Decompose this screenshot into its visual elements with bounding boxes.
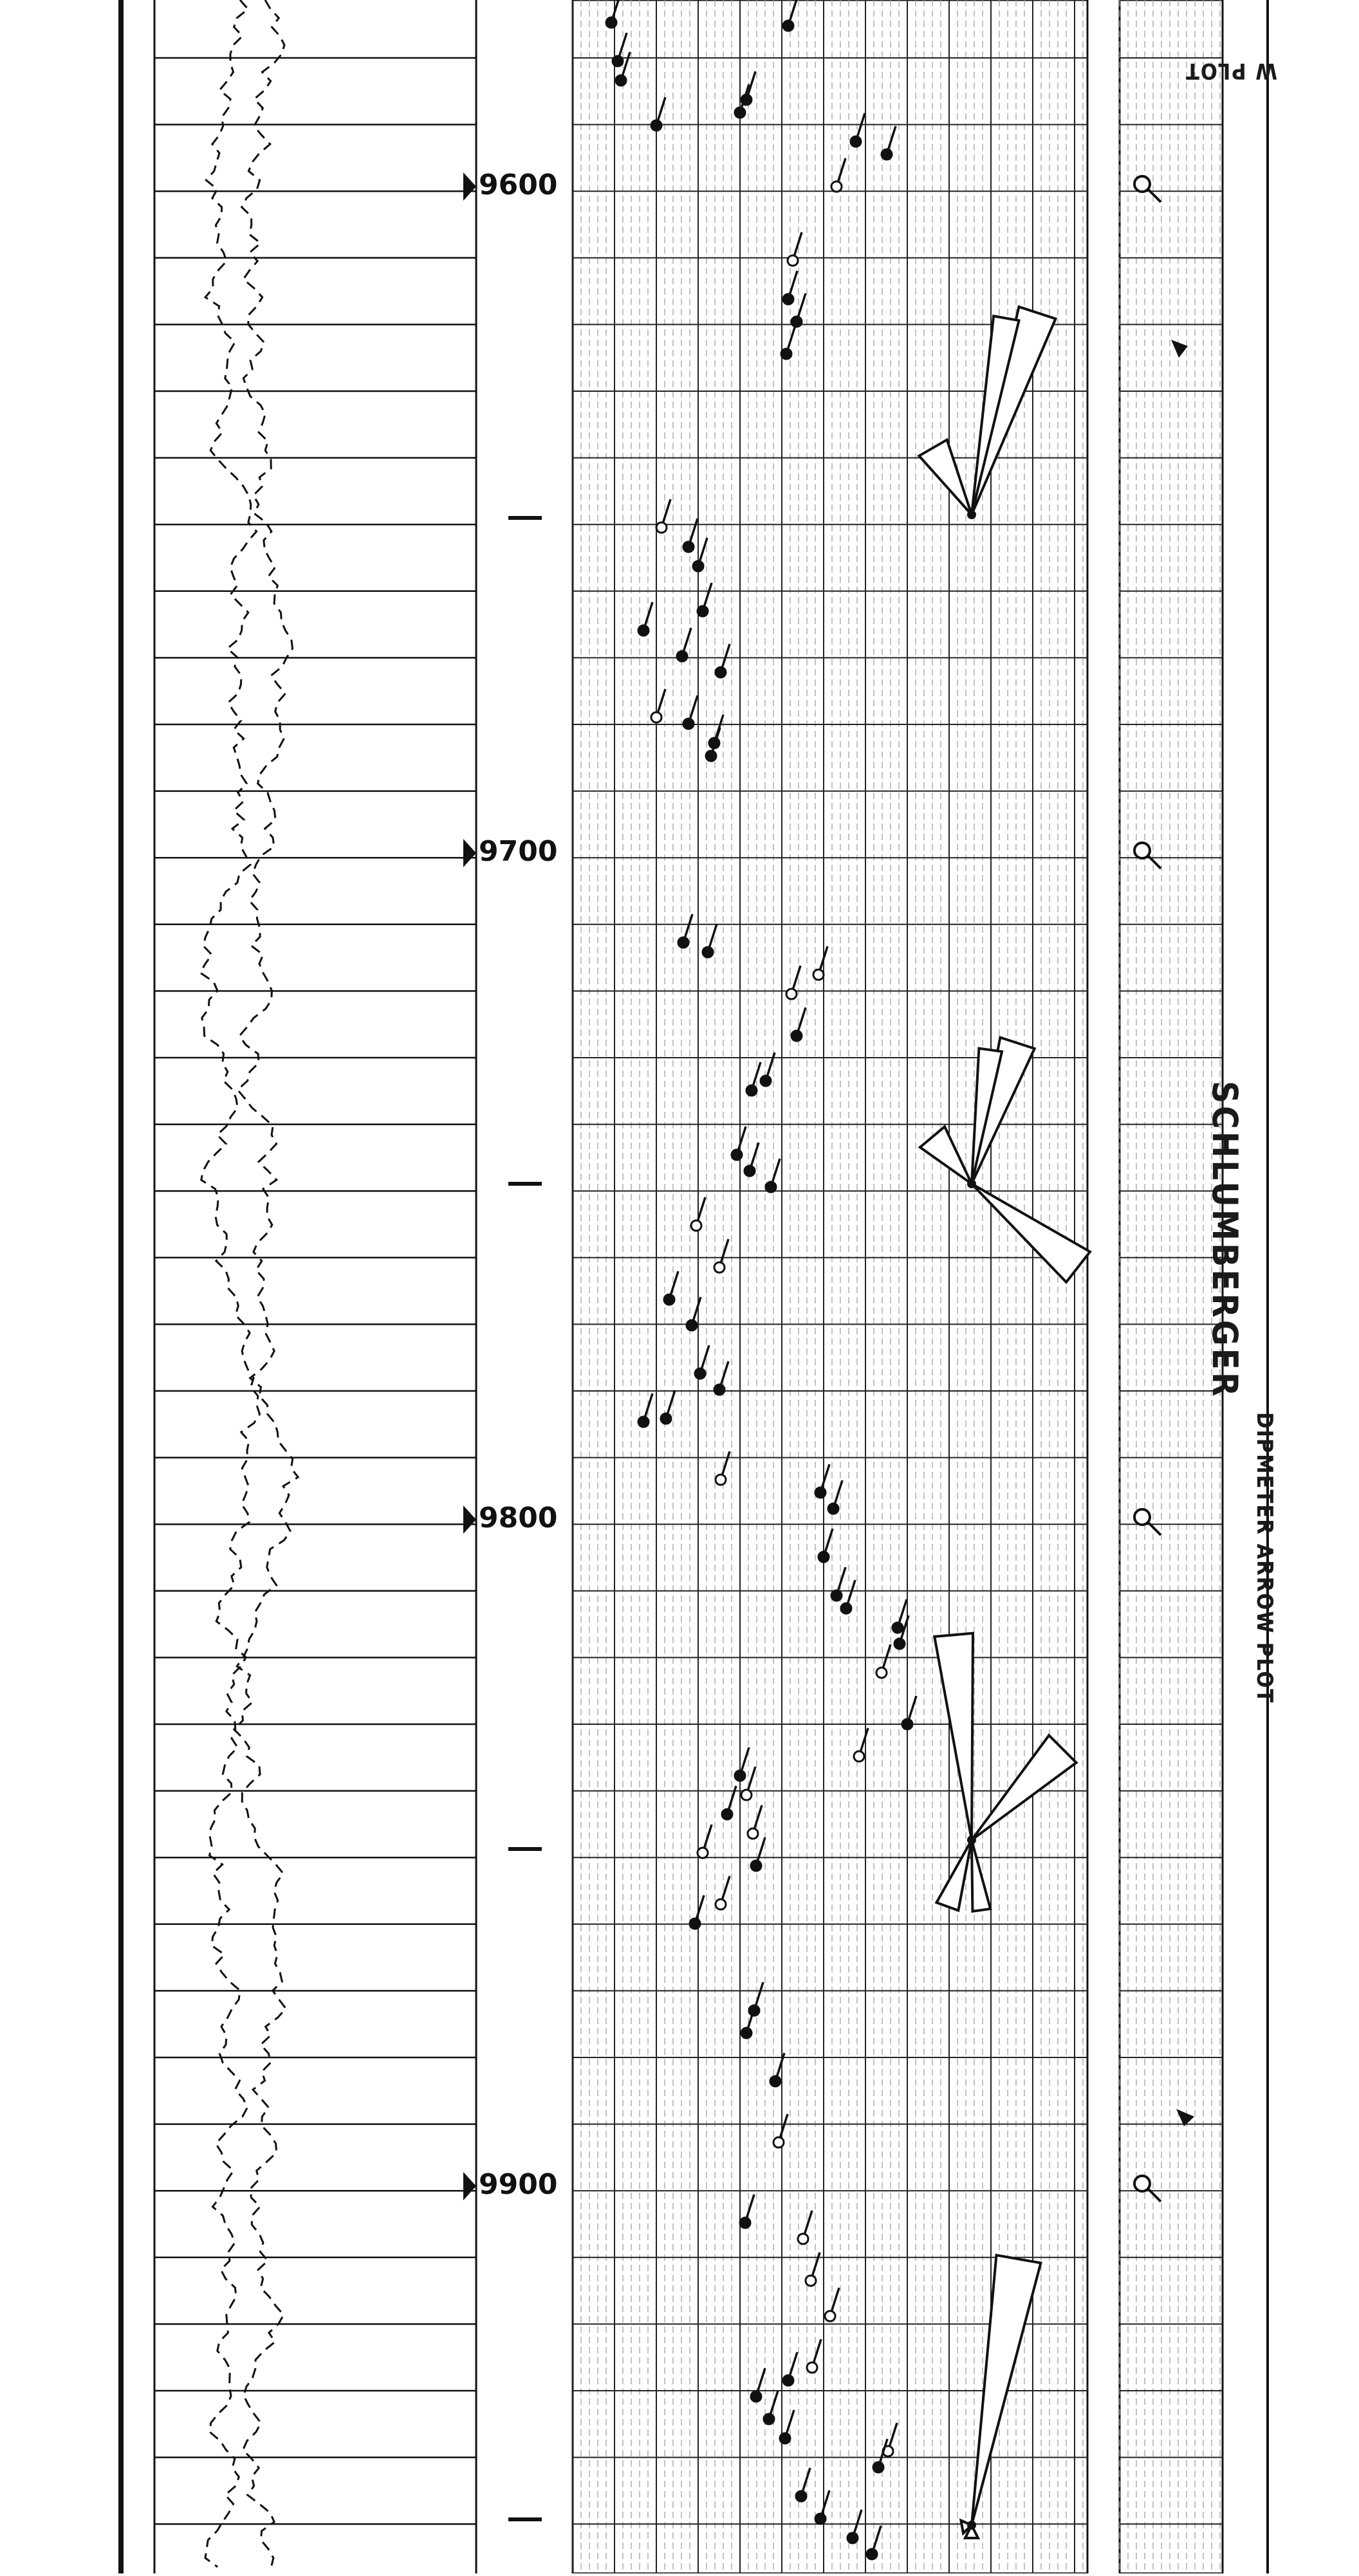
tadpole-head [749, 2005, 759, 2016]
tadpole-head [796, 2491, 806, 2501]
tadpole-head [698, 1848, 708, 1858]
rose-petal [972, 1735, 1077, 1840]
tadpole-head [831, 1590, 842, 1601]
tadpole-head [638, 1417, 649, 1427]
tadpole-head [813, 970, 824, 980]
tadpole [796, 2468, 810, 2501]
depth-label-9800: 9800 [479, 1502, 558, 1534]
tadpole [678, 914, 692, 948]
azimuth-circle [1134, 1509, 1150, 1525]
tadpole-head [867, 2549, 877, 2559]
tadpole-head [847, 2533, 858, 2543]
tadpole [735, 1747, 749, 1781]
tadpole-head [770, 2076, 781, 2086]
tadpole-head [690, 1918, 700, 1929]
tadpole [683, 519, 698, 552]
tadpole [664, 1271, 678, 1305]
tadpole [693, 538, 707, 571]
tadpole-head [651, 712, 661, 722]
tadpole-head [786, 989, 797, 999]
tadpole-head [892, 1623, 903, 1633]
rose-diagram-4 [961, 2255, 1040, 2538]
rose-center [967, 1835, 976, 1845]
tadpole [606, 0, 620, 28]
tadpole-head [683, 719, 694, 729]
tadpole-head [751, 1861, 761, 1871]
tadpole [815, 2490, 829, 2524]
tadpole-head [746, 1085, 757, 1096]
tadpole-head [791, 317, 802, 327]
tadpole-head [773, 2137, 784, 2148]
tadpole [751, 1837, 765, 1871]
tadpole [749, 1982, 763, 2016]
rose-center [967, 2521, 976, 2530]
correlation-track [154, 0, 476, 2573]
dip-arrow-track [573, 0, 1090, 2573]
tadpole-head [854, 1751, 864, 1762]
plot-title: DIPMETER ARROW PLOT [1252, 1412, 1277, 1704]
tadpole-head [638, 625, 649, 636]
tadpole-head [744, 1166, 755, 1176]
tadpole-head [714, 1262, 725, 1273]
tadpole [732, 1127, 746, 1160]
tadpole [807, 2339, 821, 2373]
depth-label-9600: 9600 [479, 169, 558, 201]
tadpole [661, 1390, 675, 1424]
tadpole [677, 628, 691, 661]
depth-marker-arrow [463, 2172, 476, 2200]
tadpole [714, 1361, 728, 1395]
tadpole-head [902, 1719, 912, 1729]
rose-diagram-3 [934, 1633, 1076, 1911]
rose-petal [919, 440, 972, 515]
tadpole [698, 583, 712, 616]
tadpole-head [703, 947, 713, 957]
tadpole-head [873, 2462, 883, 2472]
tadpole-head [751, 2391, 761, 2402]
tadpole [716, 644, 730, 677]
tadpole-head [661, 1413, 671, 1424]
tadpole-head [613, 56, 623, 66]
tadpole-head [691, 1220, 701, 1231]
tadpole-head [788, 255, 798, 266]
tadpole-head [806, 2276, 816, 2286]
tadpole [638, 602, 652, 636]
tadpole-head [706, 751, 716, 761]
depth-label-9700: 9700 [479, 835, 558, 868]
rose-petal [934, 1633, 973, 1840]
azimuth-mark-1 [1171, 340, 1188, 358]
tadpole [831, 1567, 846, 1601]
tadpole [695, 1345, 709, 1379]
tadpole-head [815, 1487, 826, 1498]
tadpole [851, 113, 865, 147]
tadpole-head [783, 294, 793, 304]
rose-petal [972, 1840, 990, 1911]
tadpole-head [741, 95, 752, 105]
tadpole-head [781, 349, 791, 359]
tadpole-head [807, 2362, 817, 2373]
tadpole-head [766, 1182, 776, 1192]
azimuth-symbol [1134, 843, 1161, 869]
tadpole-head [735, 1771, 745, 1781]
tadpole-head [732, 1150, 742, 1160]
tadpole-head [798, 2234, 808, 2244]
tadpole [773, 2114, 788, 2148]
tadpole-head [606, 17, 616, 28]
tadpole [748, 1805, 762, 1839]
tadpole [714, 1239, 728, 1273]
tadpole-head [698, 606, 708, 616]
tadpole-head [791, 1031, 802, 1041]
tadpole-head [687, 1320, 697, 1330]
tadpole-head [693, 561, 703, 571]
tadpole-head [716, 1899, 726, 1909]
rose-petal [920, 1127, 972, 1184]
tadpole [651, 689, 665, 722]
tadpole [764, 2391, 778, 2424]
tadpole [638, 1394, 652, 1427]
tadpole-head [664, 1294, 674, 1305]
tadpole-head [616, 75, 626, 86]
rose-petal [972, 1184, 1090, 1282]
tadpole [751, 2368, 765, 2402]
tadpole-head [876, 1668, 887, 1678]
tadpole [798, 2211, 812, 2244]
tadpole [882, 126, 896, 160]
rose-diagram-2 [920, 1038, 1090, 1282]
tadpole-head [780, 2433, 790, 2443]
tadpole-head [761, 1076, 771, 1086]
tadpole-head [695, 1368, 705, 1379]
depth-marker-arrow [463, 839, 476, 867]
correlation-curve-2 [234, 0, 299, 2567]
tadpole-head [740, 2218, 750, 2228]
tadpole-head [828, 1504, 838, 1514]
tadpole [656, 499, 670, 533]
tadpole [783, 271, 797, 304]
tadpole-head [783, 2375, 793, 2386]
tadpole [815, 1464, 829, 1498]
tadpole-head [748, 1828, 758, 1839]
azimuth-symbol [1134, 2176, 1161, 2202]
tadpole-head [651, 120, 661, 131]
tadpole-head [656, 522, 667, 533]
tadpole-head [851, 136, 861, 147]
tadpole [716, 1876, 730, 1909]
azimuth-circle [1134, 843, 1150, 858]
tadpole-head [764, 2414, 774, 2424]
tadpole-head [716, 667, 726, 677]
tadpole [716, 1451, 730, 1485]
tadpole-head [683, 542, 694, 552]
top-title-fragment: W PLOT [1185, 58, 1277, 84]
rose-center [967, 510, 976, 519]
tadpole-head [741, 1790, 752, 1800]
tadpole-head [831, 181, 842, 192]
depth-track [463, 169, 557, 2519]
tadpole [847, 2510, 862, 2543]
tadpole [740, 2194, 754, 2228]
depth-label-9900: 9900 [479, 2168, 558, 2201]
tadpole [818, 1529, 833, 1562]
tadpole [766, 1159, 780, 1192]
tadpole [698, 1825, 712, 1858]
tadpole [876, 1644, 891, 1678]
tadpole [781, 326, 795, 359]
azimuth-circle [1134, 176, 1150, 192]
tadpole-head [894, 1639, 905, 1649]
tadpole [825, 2288, 839, 2321]
tadpole [651, 97, 665, 131]
azimuth-circle [1134, 2176, 1150, 2191]
azimuth-symbol [1134, 176, 1161, 202]
tadpole-head [722, 1809, 732, 1819]
tadpole [841, 1580, 855, 1614]
tadpole-head [716, 1475, 726, 1485]
tadpole-head [735, 107, 745, 118]
tadpole-head [678, 937, 689, 948]
depth-marker-arrow [463, 1505, 476, 1534]
tadpole-head [783, 21, 793, 31]
azimuth-symbol [1134, 1509, 1161, 1535]
tadpole-head [677, 651, 687, 661]
tadpole [788, 232, 802, 266]
tadpole [883, 2423, 897, 2456]
depth-marker-arrow [463, 172, 476, 201]
tadpole-head [818, 1552, 829, 1562]
rose-center [967, 1179, 976, 1188]
tadpole-head [825, 2311, 835, 2321]
tadpole-head [714, 1385, 725, 1395]
correlation-curve-1 [200, 0, 260, 2567]
tadpole [746, 1062, 761, 1096]
tadpole-head [841, 1603, 851, 1614]
rose-diagram-1 [919, 307, 1055, 519]
tadpole-head [741, 2028, 752, 2038]
rose-petal [936, 1840, 972, 1911]
tadpole-head [882, 149, 892, 160]
company-banner: SCHLUMBERGER [1205, 1081, 1245, 1399]
tadpole [831, 158, 846, 192]
tadpole-head [815, 2514, 826, 2524]
